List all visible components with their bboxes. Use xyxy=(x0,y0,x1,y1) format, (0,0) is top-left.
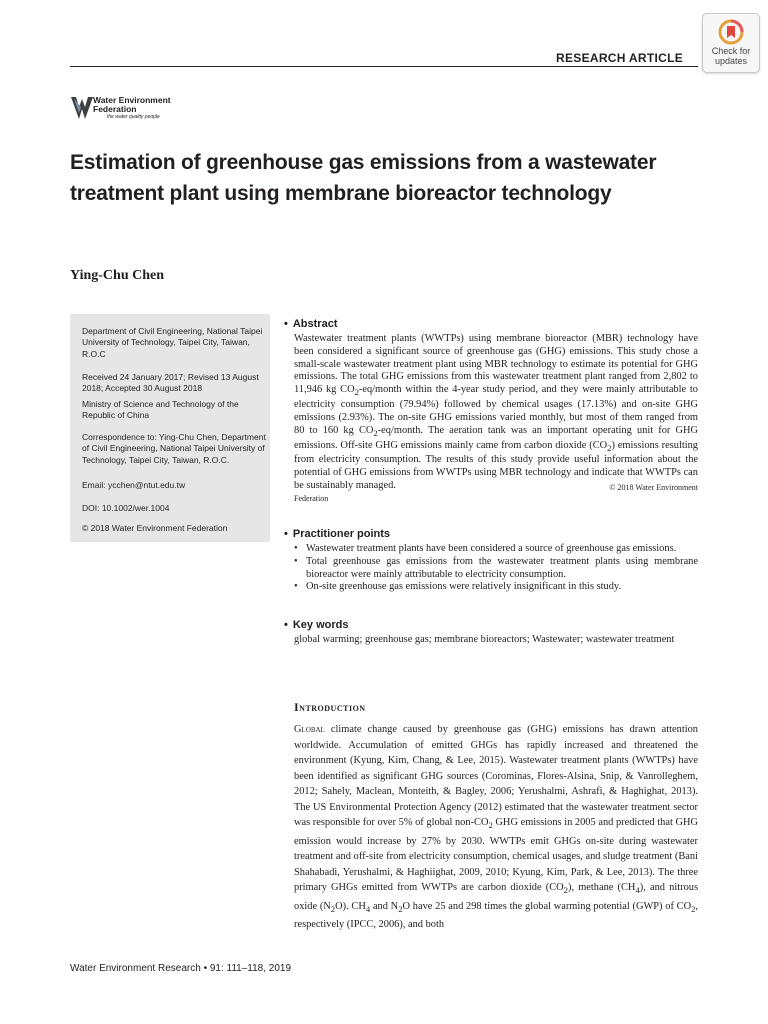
badge-line-2: updates xyxy=(714,56,748,66)
article-type-label: RESEARCH ARTICLE xyxy=(556,51,684,65)
article-title: Estimation of greenhouse gas emissions from a wastewater treatment plant using membrane bioreactor technology xyxy=(70,151,657,205)
sidebar-copyright: © 2018 Water Environment Federation xyxy=(82,523,228,533)
article-dates: Received 24 January 2017; Revised 13 August 2018; Accepted 30 August 2018 xyxy=(82,372,259,394)
affiliation: Department of Civil Engineering, National Taipei University of Technology, Taipei City, Taiwan, R.O.C xyxy=(82,326,263,359)
email-link[interactable]: Email: ycchen@ntut.edu.tw xyxy=(82,480,186,490)
publisher-logo-text: Water Environment Federation xyxy=(93,95,171,114)
wef-logo-icon xyxy=(71,95,93,121)
keywords-text: global warming; greenhouse gas; membrane bioreactors; Wastewater; wastewater treatment xyxy=(294,634,675,645)
abstract-copyright: © 2018 Water Environment xyxy=(609,483,698,492)
practitioner-list xyxy=(294,543,698,594)
practitioner-heading: • Practitioner points xyxy=(284,528,390,540)
abstract-body: Wastewater treatment plants (WWTPs) using membrane bioreactor (MBR) technology have been considered a significant source of greenhouse gas (GHG) emissions. This study chose a small-scale wastewater treatment plant using MBR technology to estimate its potential for GHG emissions. The total GHG emissions from this wastewater treatment plant ranged from 2,802 to 11,946 kg $CO_2-eq$/month within the 4-year study period, and they were mainly attributable to electricity consumption (79.94%) followed by chemical usages (17.13%) and on-site GHG emissions (2.93%). The on-site GHG emissions varied monthly, but most of them ranged from 80 to 160 kg $CO_2-eq$/month. The aeration tank was an important operating unit for GHG emissions. Off-site GHG emissions mainly came from carbon dioxide $(CO_2)$ emissions resulting from electricity consumption. The results of this study provide useful information about the potential of GHG emissions from WWTPs using MBR technology and indicate that WWTPs can be sustainably managed. © 2018 Water Environment Federation xyxy=(294,333,698,506)
funding: Ministry of Science and Technology of the Republic of China xyxy=(82,399,239,421)
publisher-tagline: the water quality people xyxy=(107,114,160,120)
correspondence: Correspondence to: Ying-Chu Chen, Department of Civil Engineering, National Taipei University of Technology, Taipei City, Taiwan, R.O.C. xyxy=(82,432,266,465)
check-for-updates-badge[interactable] xyxy=(702,13,760,73)
list-item: • Wastewater treatment plants have been considered a source of greenhouse gas emissions. xyxy=(294,543,698,556)
author-name: Ying-Chu Chen xyxy=(70,268,165,283)
introduction-body: Global climate change caused by greenhouse gas (GHG) emissions has drawn attention worldwide. Accumulation of emitted GHGs has rapidly increased and threatened the environment (Kyung, Kim, Chang, & Lee, 2015). Wastewater treatment plants (WWTPs) have been identified as significant GHG sources (Corominas, Flores-Alsina, Snip, & Vanrolleghem, 2012; Sahely, Maclean, Monteith, & Bagley, 2006; Yerushalmi, Ashrafi, & Haghighat, 2013). The US Environmental Protection Agency (2012) estimated that the wastewater treatment sector was responsible for over 5% of global non-$CO_2$ GHG emissions in 2005 and predicted that GHG emission would increase by 27% by 2030. WWTPs emit GHGs on-site during wastewater treatment and off-site from electricity consumption, chemical usages, and sludge treatment (Bani Shahabadi, Yerushalmi, & Haghiighat, 2009, 2010; Kyung, Kim, Park, & Lee, 2013). The three primary GHGs emitted from WWTPs are carbon dioxide $(CO_2)$, methane $(CH_4)$, and nitrous oxide $(N_2O)$. $CH_4$ and $N_2O$ have 25 and 298 times the global warming potential (GWP) of $CO_2$, respectively (IPCC, 2006), and both xyxy=(294,724,699,931)
list-item: • On-site greenhouse gas emissions were relatively insignificant in this study. xyxy=(294,581,698,594)
bookmark-icon xyxy=(718,19,744,45)
doi-link[interactable]: DOI: 10.1002/wer.1004 xyxy=(82,503,170,513)
abstract-heading: • Abstract xyxy=(284,318,337,330)
journal-footer: Water Environment Research • 91: 111–118, 2019 xyxy=(70,963,292,974)
list-item: • Total greenhouse gas emissions from the wastewater treatment plants using membrane bioreactor were mainly attributable to electricity consumption. xyxy=(294,556,698,582)
introduction-heading: Introduction xyxy=(294,700,366,714)
badge-line-1: Check for xyxy=(711,46,751,56)
abstract-copyright-2: Federation xyxy=(294,493,329,503)
keywords-heading: • Key words xyxy=(284,619,349,631)
article-info-sidebar xyxy=(70,314,270,542)
header-rule xyxy=(70,66,698,67)
